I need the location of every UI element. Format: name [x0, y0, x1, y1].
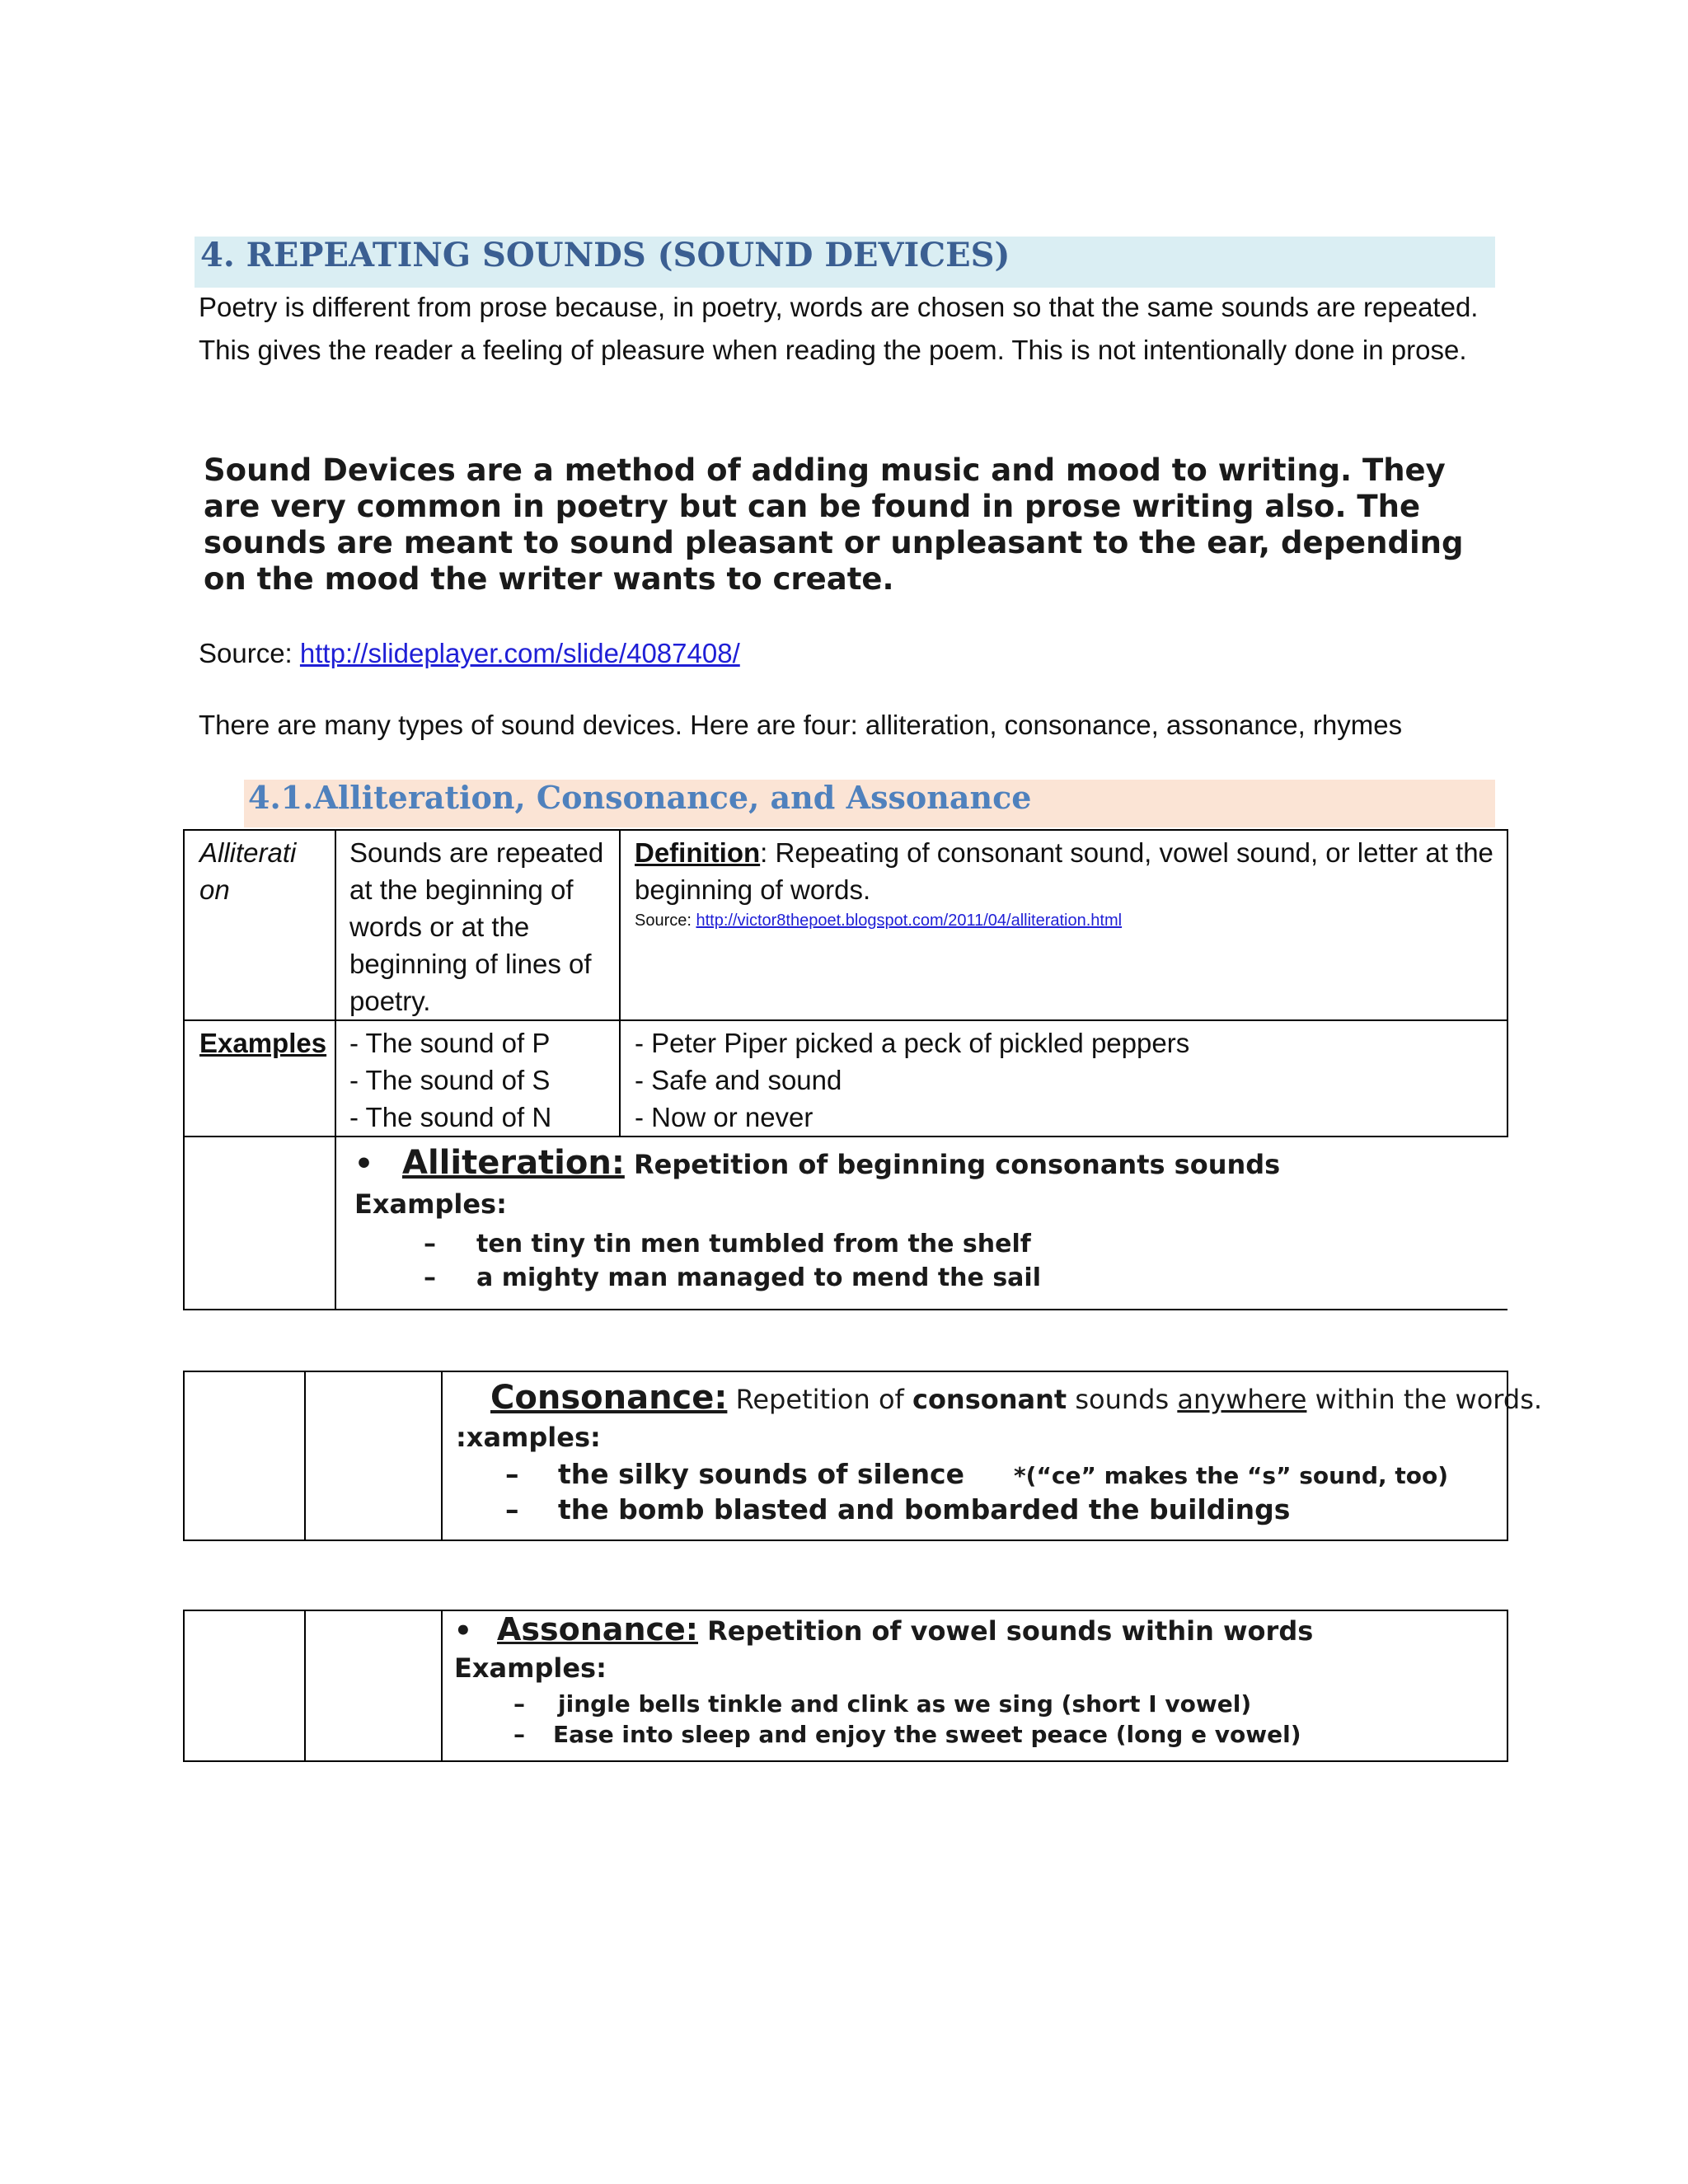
assonance-image [443, 1611, 1507, 1748]
table-row [184, 830, 1507, 1020]
definition-text: : Repeating of consonant sound, vowel sound, or letter at the beginning of words. [635, 837, 1493, 905]
consonance-table [183, 1371, 1543, 1541]
consonance-image: Consonance: Repetition of consonant sounds anywhere within the words. :xamples: – the silky sounds of silence *(“ce” makes the “s” sound, too) – the bomb blasted and bombarded the buildings [456, 1379, 1543, 1526]
term-line: Alliterati [199, 837, 297, 868]
empty-cell [184, 1137, 335, 1310]
list-item: – the silky sounds of silence *(“ce” makes the “s” sound, too) [505, 1458, 1449, 1490]
empty-cell [305, 1371, 442, 1540]
types-sentence: There are many types of sound devices. Here are four: alliteration, consonance, assonance, rhymes [199, 710, 1403, 740]
table-row [184, 1371, 1507, 1540]
empty-cell [305, 1610, 442, 1761]
assonance-table [183, 1610, 1508, 1762]
list-item: – Ease into sleep and enjoy the sweet peace (long e vowel) [513, 1721, 1301, 1748]
list-item: - Peter Piper picked a peck of pickled peppers [635, 1028, 1190, 1058]
empty-cell [184, 1371, 305, 1540]
definition-source [635, 908, 1498, 933]
description-cell [335, 830, 620, 1020]
intro-paragraph: Poetry is different from prose because, in poetry, words are chosen so that the same sounds are repeated. This gives the reader a feeling of pleasure when reading the poem. This is not intentionally done in prose. [199, 292, 1479, 365]
list-item: – the bomb blasted and bombarded the buildings [505, 1493, 1291, 1526]
subsection-title: 4.1.Alliteration, Consonance, and Assonance [248, 779, 1032, 816]
definition-source-label: Source: [635, 912, 696, 930]
alliteration-image-cell [335, 1137, 1507, 1310]
sound-devices-definition-image: Sound Devices are a method of adding music and mood to writing. They are very common in poetry but can be found in prose writing also. The sounds are meant to sound pleasant or unpleasant to the ear, depending on the mood the writer wants to create. [204, 452, 1464, 597]
assonance-examples-label: Examples: [454, 1652, 607, 1684]
bullet-icon: • [354, 1147, 374, 1181]
dash-icon: – [513, 1690, 525, 1718]
source-link[interactable]: http://slideplayer.com/slide/4087408/ [299, 638, 740, 668]
definition-cell [620, 830, 1507, 1020]
list-item: - The sound of S [349, 1065, 551, 1095]
sounds-cell [335, 1020, 620, 1137]
section-title: 4. REPEATING SOUNDS (SOUND DEVICES) [200, 236, 1010, 274]
list-item: - The sound of P [349, 1028, 551, 1058]
list-item: - The sound of N [349, 1102, 552, 1132]
examples-label: Examples [199, 1028, 327, 1058]
description-text: Sounds are repeated at the beginning of words or at the beginning of lines of poetry. [349, 837, 604, 1016]
list-item: - Now or never [635, 1102, 814, 1132]
image-examples-label: Examples: [354, 1188, 507, 1220]
dash-icon: – [424, 1230, 436, 1258]
consonance-image-cell [442, 1371, 1543, 1540]
examples-label-cell [184, 1020, 335, 1137]
sound-examples-cell [620, 1020, 1507, 1137]
alliteration-table [183, 829, 1508, 1310]
consonance-examples-label: :xamples: [456, 1422, 601, 1453]
bullet-icon: • [454, 1615, 472, 1647]
consonance-title: Consonance: [490, 1379, 728, 1417]
source-label: Source: [199, 638, 300, 668]
definition-label: Definition [635, 837, 761, 868]
list-item: – ten tiny tin men tumbled from the shelf [424, 1230, 1031, 1258]
empty-cell [184, 1610, 305, 1761]
dash-icon: – [505, 1493, 519, 1526]
term-line: on [199, 874, 230, 905]
assonance-title: Assonance: [497, 1611, 698, 1647]
dash-icon: – [513, 1721, 525, 1748]
term-cell [184, 830, 335, 1020]
assonance-image-cell [442, 1610, 1507, 1761]
definition-source-link[interactable]: http://victor8thepoet.blogspot.com/2011/04/alliteration.html [696, 912, 1123, 930]
alliteration-image-title: Alliteration: [402, 1144, 625, 1182]
alliteration-image [336, 1137, 1507, 1292]
table-row [184, 1020, 1507, 1137]
list-item: – a mighty man managed to mend the sail [424, 1263, 1041, 1292]
table-row [184, 1610, 1507, 1761]
list-item: - Safe and sound [635, 1065, 842, 1095]
consonance-note: *(“ce” makes the “s” sound, too) [1014, 1462, 1449, 1489]
list-item: – jingle bells tinkle and clink as we sing (short I vowel) [513, 1690, 1252, 1718]
dash-icon: – [424, 1263, 436, 1292]
table-row [184, 1137, 1507, 1310]
assonance-desc: Repetition of vowel sounds within words [698, 1615, 1314, 1647]
dash-icon: – [505, 1458, 519, 1490]
source-line [199, 638, 740, 669]
alliteration-image-desc: Repetition of beginning consonants sounds [624, 1149, 1281, 1180]
